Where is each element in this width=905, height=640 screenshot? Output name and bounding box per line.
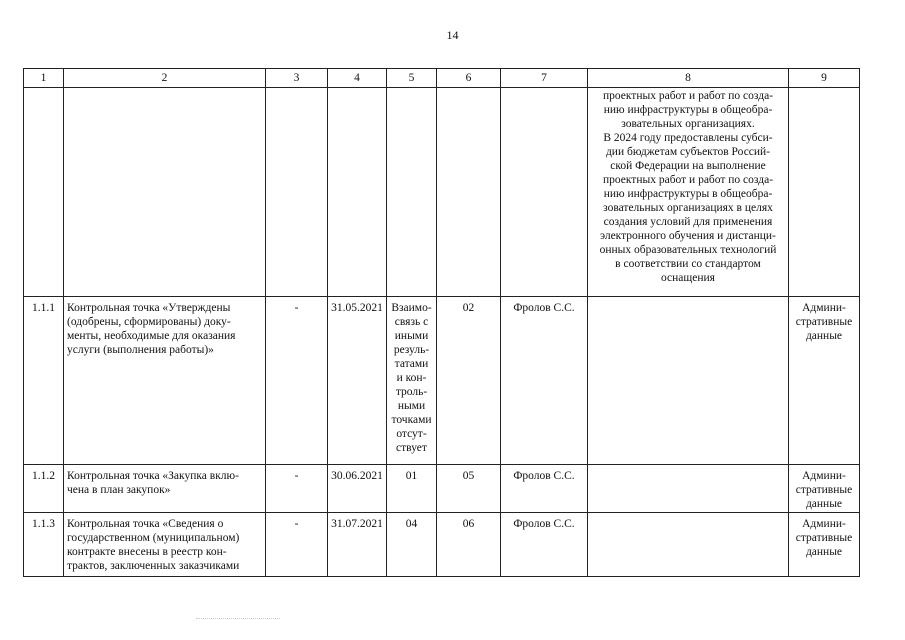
continuation-note-cell bbox=[588, 88, 789, 297]
name-line: Контрольная точка «Закупка вклю- bbox=[67, 470, 239, 482]
relation-line: точками bbox=[391, 414, 432, 426]
relation-line: 04 bbox=[405, 518, 418, 530]
source-line: Админи- bbox=[802, 518, 846, 530]
note-line: в соответствии со стандартом bbox=[615, 258, 761, 270]
note-line: ской Федерации на выполнение bbox=[610, 160, 766, 172]
col3-value: - bbox=[266, 513, 328, 577]
relation-line: резуль- bbox=[393, 344, 430, 356]
note-line: создания условий для применения bbox=[603, 216, 773, 228]
relation-line: Взаимо- bbox=[391, 302, 432, 314]
table-row bbox=[24, 513, 860, 577]
name-line: менты, необходимые для оказания bbox=[67, 330, 236, 342]
note-line: дии бюджетам субъектов Россий- bbox=[605, 146, 771, 158]
col3-value: - bbox=[266, 297, 328, 465]
relation-line: и кон- bbox=[396, 372, 427, 384]
header-row bbox=[24, 69, 860, 88]
relation-line: троль- bbox=[395, 386, 428, 398]
control-point-name bbox=[64, 465, 266, 513]
name-line: чена в план закупок» bbox=[67, 484, 171, 496]
cell bbox=[437, 88, 501, 297]
col3-value: - bbox=[266, 465, 328, 513]
table-row bbox=[24, 297, 860, 465]
cell bbox=[387, 88, 437, 297]
cell bbox=[266, 88, 328, 297]
control-point-name bbox=[64, 297, 266, 465]
cell bbox=[64, 88, 266, 297]
col6-code: 06 bbox=[437, 513, 501, 577]
cell bbox=[328, 88, 387, 297]
header-col-7: 7 bbox=[501, 69, 588, 88]
relation-cell bbox=[387, 297, 437, 465]
name-line: услуги (выполнения работы)» bbox=[67, 344, 214, 356]
note-line: зовательных организациях в целях bbox=[603, 202, 773, 214]
cell bbox=[24, 88, 64, 297]
col6-code: 05 bbox=[437, 465, 501, 513]
source-line: данные bbox=[805, 498, 843, 510]
note-line: нию инфраструктуры в общеобра- bbox=[603, 104, 773, 116]
relation-line: отсут- bbox=[396, 428, 427, 440]
name-line: государственном (муниципальном) bbox=[67, 532, 240, 544]
name-line: Контрольная точка «Сведения о bbox=[67, 518, 224, 530]
header-col-6: 6 bbox=[437, 69, 501, 88]
relation-cell bbox=[387, 465, 437, 513]
page-number: 14 bbox=[446, 28, 459, 42]
name-line: Контрольная точка «Утверждены bbox=[67, 302, 231, 314]
relation-line: ными bbox=[397, 400, 426, 412]
header-col-9: 9 bbox=[789, 69, 860, 88]
note-line: В 2024 году предоставлены субси- bbox=[603, 132, 773, 144]
header-col-3: 3 bbox=[266, 69, 328, 88]
faint-scan-mark bbox=[196, 618, 280, 621]
deadline-date: 31.07.2021 bbox=[328, 513, 387, 577]
relation-line: татами bbox=[394, 358, 429, 370]
relation-line: ствует bbox=[396, 442, 427, 454]
data-source bbox=[789, 513, 860, 577]
note-line: оснащения bbox=[661, 272, 715, 284]
continuation-row bbox=[24, 88, 860, 297]
note-line: электронного обучения и дистанци- bbox=[600, 230, 776, 242]
deadline-date: 31.05.2021 bbox=[328, 297, 387, 465]
relation-cell bbox=[387, 513, 437, 577]
col8-note bbox=[588, 513, 789, 577]
data-source bbox=[789, 297, 860, 465]
source-line: данные bbox=[805, 330, 843, 342]
name-line: контракте внесены в реестр кон- bbox=[67, 546, 227, 558]
control-point-name bbox=[64, 513, 266, 577]
header-col-4: 4 bbox=[328, 69, 387, 88]
relation-line: связь с bbox=[394, 316, 429, 328]
deadline-date: 30.06.2021 bbox=[328, 465, 387, 513]
table-row bbox=[24, 465, 860, 513]
col8-note bbox=[588, 297, 789, 465]
col6-code: 02 bbox=[437, 297, 501, 465]
source-line: Админи- bbox=[802, 302, 846, 314]
header-col-2: 2 bbox=[64, 69, 266, 88]
source-line: стративные bbox=[795, 484, 853, 496]
note-line: проектных работ и работ по созда- bbox=[602, 174, 774, 186]
row-number: 1.1.1 bbox=[24, 297, 64, 465]
source-line: данные bbox=[805, 546, 843, 558]
header-col-5: 5 bbox=[387, 69, 437, 88]
control-points-table bbox=[23, 68, 860, 577]
header-col-8: 8 bbox=[588, 69, 789, 88]
relation-line: 01 bbox=[405, 470, 418, 482]
name-line: трактов, заключенных заказчиками bbox=[67, 560, 240, 572]
responsible-person: Фролов С.С. bbox=[501, 297, 588, 465]
col8-note bbox=[588, 465, 789, 513]
note-line: проектных работ и работ по созда- bbox=[602, 90, 774, 102]
note-line: нию инфраструктуры в общеобра- bbox=[603, 188, 773, 200]
note-line: зовательных организациях. bbox=[621, 118, 755, 130]
header-col-1: 1 bbox=[24, 69, 64, 88]
row-number: 1.1.2 bbox=[24, 465, 64, 513]
cell bbox=[501, 88, 588, 297]
responsible-person: Фролов С.С. bbox=[501, 513, 588, 577]
responsible-person: Фролов С.С. bbox=[501, 465, 588, 513]
cell bbox=[789, 88, 860, 297]
source-line: стративные bbox=[795, 316, 853, 328]
relation-line: иными bbox=[394, 330, 429, 342]
note-line: онных образовательных технологий bbox=[599, 244, 777, 256]
data-source bbox=[789, 465, 860, 513]
source-line: Админи- bbox=[802, 470, 846, 482]
name-line: (одобрены, сформированы) доку- bbox=[67, 316, 231, 328]
source-line: стративные bbox=[795, 532, 853, 544]
row-number: 1.1.3 bbox=[24, 513, 64, 577]
